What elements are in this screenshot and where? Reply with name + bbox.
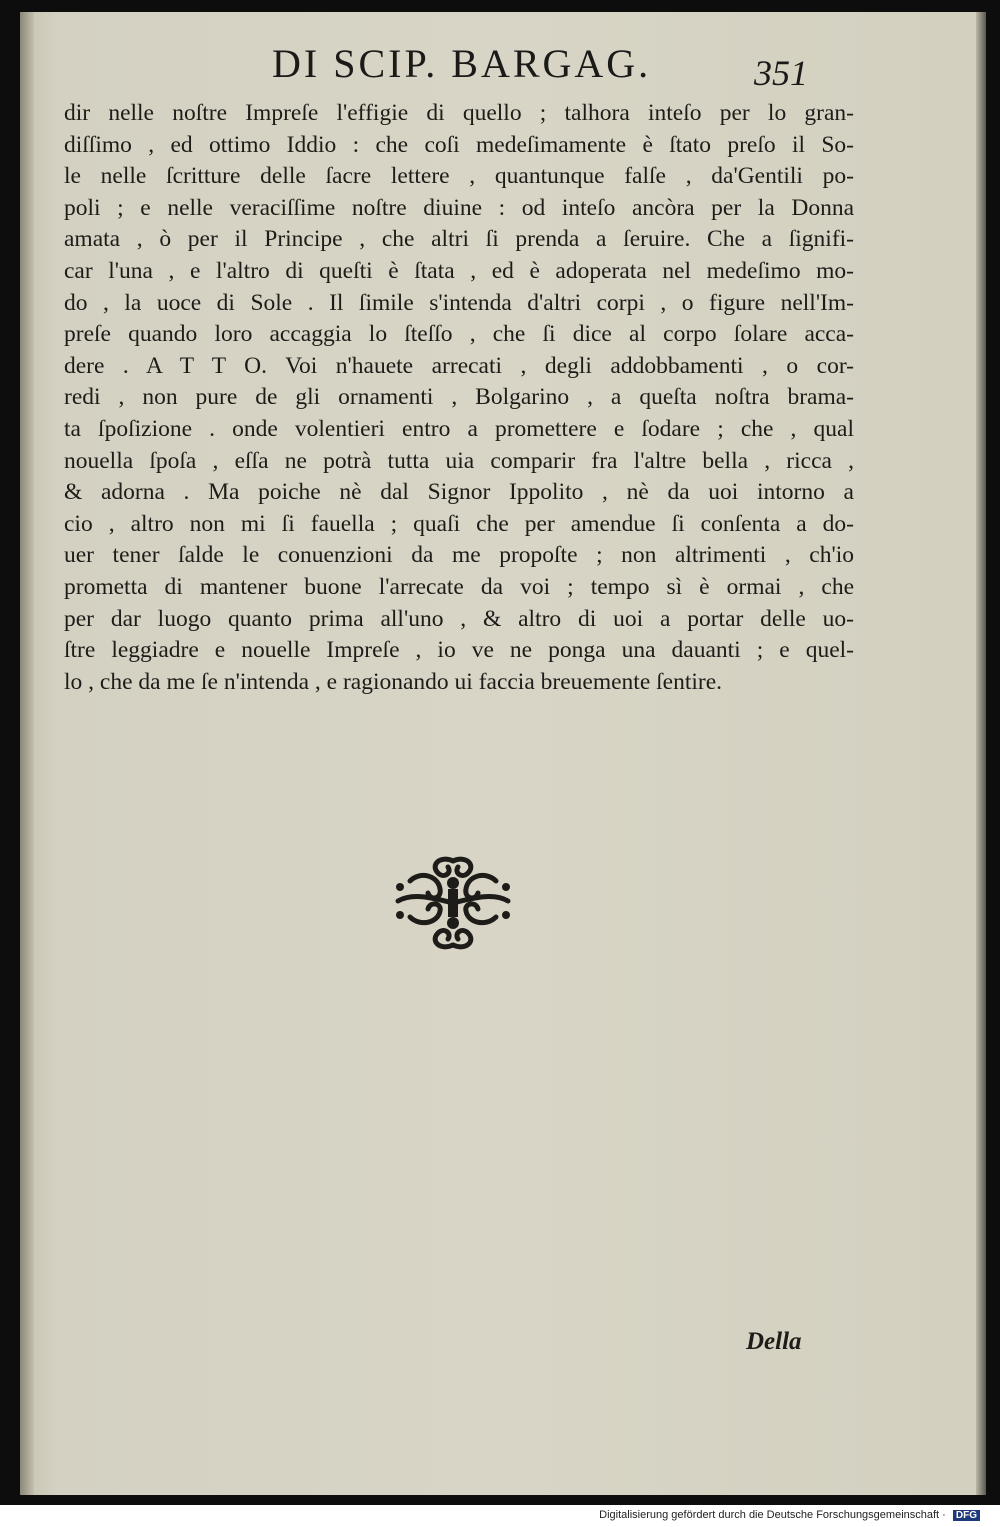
text-line: poli ; e nelle veraciſſime noſtre diuine : od inteſo ancòra per la Donna — [64, 194, 854, 221]
text-line: redi , non pure de gli ornamenti , Bolgarino , a queſta noſtra brama- — [64, 384, 854, 411]
text-line: ta ſpoſizione . onde volentieri entro a promettere e ſodare ; che , qual — [64, 415, 854, 442]
text-line: le nelle ſcritture delle ſacre lettere , quantunque falſe , da'Gentili po- — [64, 163, 854, 190]
text-line: lo , che da me ſe n'intenda , e ragionando ui faccia breuemente ſentire. — [64, 668, 723, 695]
text-line: uer tener ſalde le conuenzioni da me propoſte ; non altrimenti , ch'io — [64, 542, 854, 569]
running-head: DI SCIP. BARGAG. — [272, 41, 652, 86]
catchword: Della — [746, 1328, 802, 1355]
credit-text: Digitalisierung gefördert durch die Deutsche Forschungsgemeinschaft · — [599, 1509, 946, 1521]
text-line: nouella ſpoſa , eſſa ne potrà tutta uia comparir fra l'altre bella , ricca , — [64, 447, 854, 474]
text-line: & adorna . Ma poiche nè dal Signor Ippolito , nè da uoi intorno a — [64, 479, 854, 506]
page-gutter-shadow — [20, 12, 34, 1495]
text-line: ſtre leggiadre e nouelle Impreſe , io ve ne ponga una dauanti ; e quel- — [64, 637, 854, 664]
text-line: cio , altro non mi ſi fauella ; quaſi che per amendue ſi conſenta a do- — [64, 510, 854, 537]
text-line: dir nelle noſtre Impreſe l'effigie di quello ; talhora inteſo per lo gran- — [64, 100, 854, 126]
text-line: diſſimo , ed ottimo Iddio : che coſi medeſimamente è ſtato preſo il So- — [64, 131, 854, 158]
page-right-edge — [976, 12, 986, 1495]
text-line: amata , ò per il Principe , che altri ſi prenda a ſeruire. Che a ſignifi- — [64, 226, 854, 253]
page-header — [272, 40, 832, 93]
dfg-logo-icon: DFG — [953, 1510, 980, 1521]
text-line: prometta di mantener buone l'arrecate da voi ; tempo sì è ormai , che — [64, 573, 854, 600]
printers-ornament-icon — [390, 853, 516, 953]
body-text — [64, 98, 854, 698]
page-number: 351 — [754, 53, 808, 93]
text-line: car l'una , e l'altro di queſti è ſtata , ed è adoperata nel medeſimo mo- — [64, 257, 854, 284]
text-line: per dar luogo quanto prima all'uno , & altro di uoi a portar delle uo- — [64, 605, 854, 632]
text-line: do , la uoce di Sole . Il ſimile s'intenda d'altri corpi , o figure nell'Im- — [64, 289, 854, 316]
digitization-credit — [560, 1509, 980, 1525]
text-line: dere . A T T O. Voi n'hauete arrecati , degli addobbamenti , o cor- — [64, 352, 854, 379]
text-line: preſe quando loro accaggia lo ſteſſo , che ſi dice al corpo ſolare acca- — [64, 321, 854, 348]
